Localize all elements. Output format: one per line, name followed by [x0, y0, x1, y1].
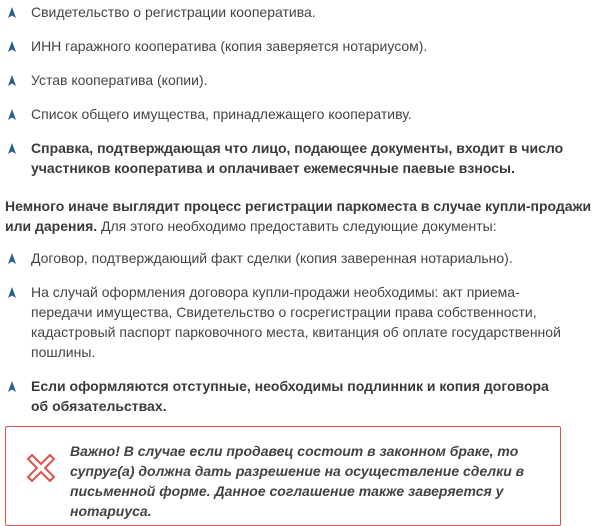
- list-item: [5, 376, 565, 416]
- paragraph-rest: Для этого необходимо предоставить следующие документы:: [97, 218, 497, 234]
- list-item-text: На случай оформления договора купли-продажи необходимы: акт приема-передачи имущества, Свидетельство о госрегистрации права собственности, кадастровый паспорт парковочного места, квитанция об оплате государственной пошлины.: [31, 284, 561, 360]
- list-item: [5, 70, 565, 90]
- bullet-icon: [8, 109, 16, 120]
- cross-icon: [26, 453, 56, 483]
- paragraph-lead: Немного иначе выглядит процесс регистрации паркоместа в случае купли-продажи или дарения.: [5, 198, 592, 234]
- list-item: [5, 104, 565, 124]
- bullet-icon: [8, 253, 16, 264]
- bullet-icon: [8, 41, 16, 52]
- list-item-text: Если оформляются отступные, необходимы подлинник и копия договора об обязательствах.: [31, 378, 549, 414]
- notice-text: Важно! В случае если продавец состоит в законном браке, то супруг(а) должна дать разрешение на осуществление сделки в письменной форме. Данное соглашение также заверяется у нотариуса.: [70, 443, 525, 519]
- documents-list-cooperative: [5, 2, 565, 178]
- list-item: [5, 2, 565, 22]
- list-item: [5, 248, 565, 268]
- list-item-text: Свидетельство о регистрации кооператива.: [31, 4, 316, 20]
- important-notice: [5, 426, 561, 526]
- list-item-text: Договор, подтверждающий факт сделки (копия заверенная нотариально).: [31, 250, 513, 266]
- list-item: [5, 138, 565, 178]
- list-item-text: ИНН гаражного кооператива (копия заверяется нотариусом).: [31, 38, 428, 54]
- bullet-icon: [8, 7, 16, 18]
- bullet-icon: [8, 381, 16, 392]
- bullet-icon: [8, 143, 16, 154]
- list-item-text: Список общего имущества, принадлежащего кооперативу.: [31, 106, 412, 122]
- list-item: [5, 282, 565, 362]
- intro-paragraph: [5, 196, 595, 236]
- documents-list-sale: [5, 248, 565, 416]
- bullet-icon: [8, 287, 16, 298]
- list-item-text: Устав кооператива (копии).: [31, 72, 208, 88]
- bullet-icon: [8, 75, 16, 86]
- list-item: [5, 36, 565, 56]
- list-item-text: Справка, подтверждающая что лицо, подающее документы, входит в число участников кооператива и оплачивает ежемесячные паевые взносы.: [31, 140, 564, 176]
